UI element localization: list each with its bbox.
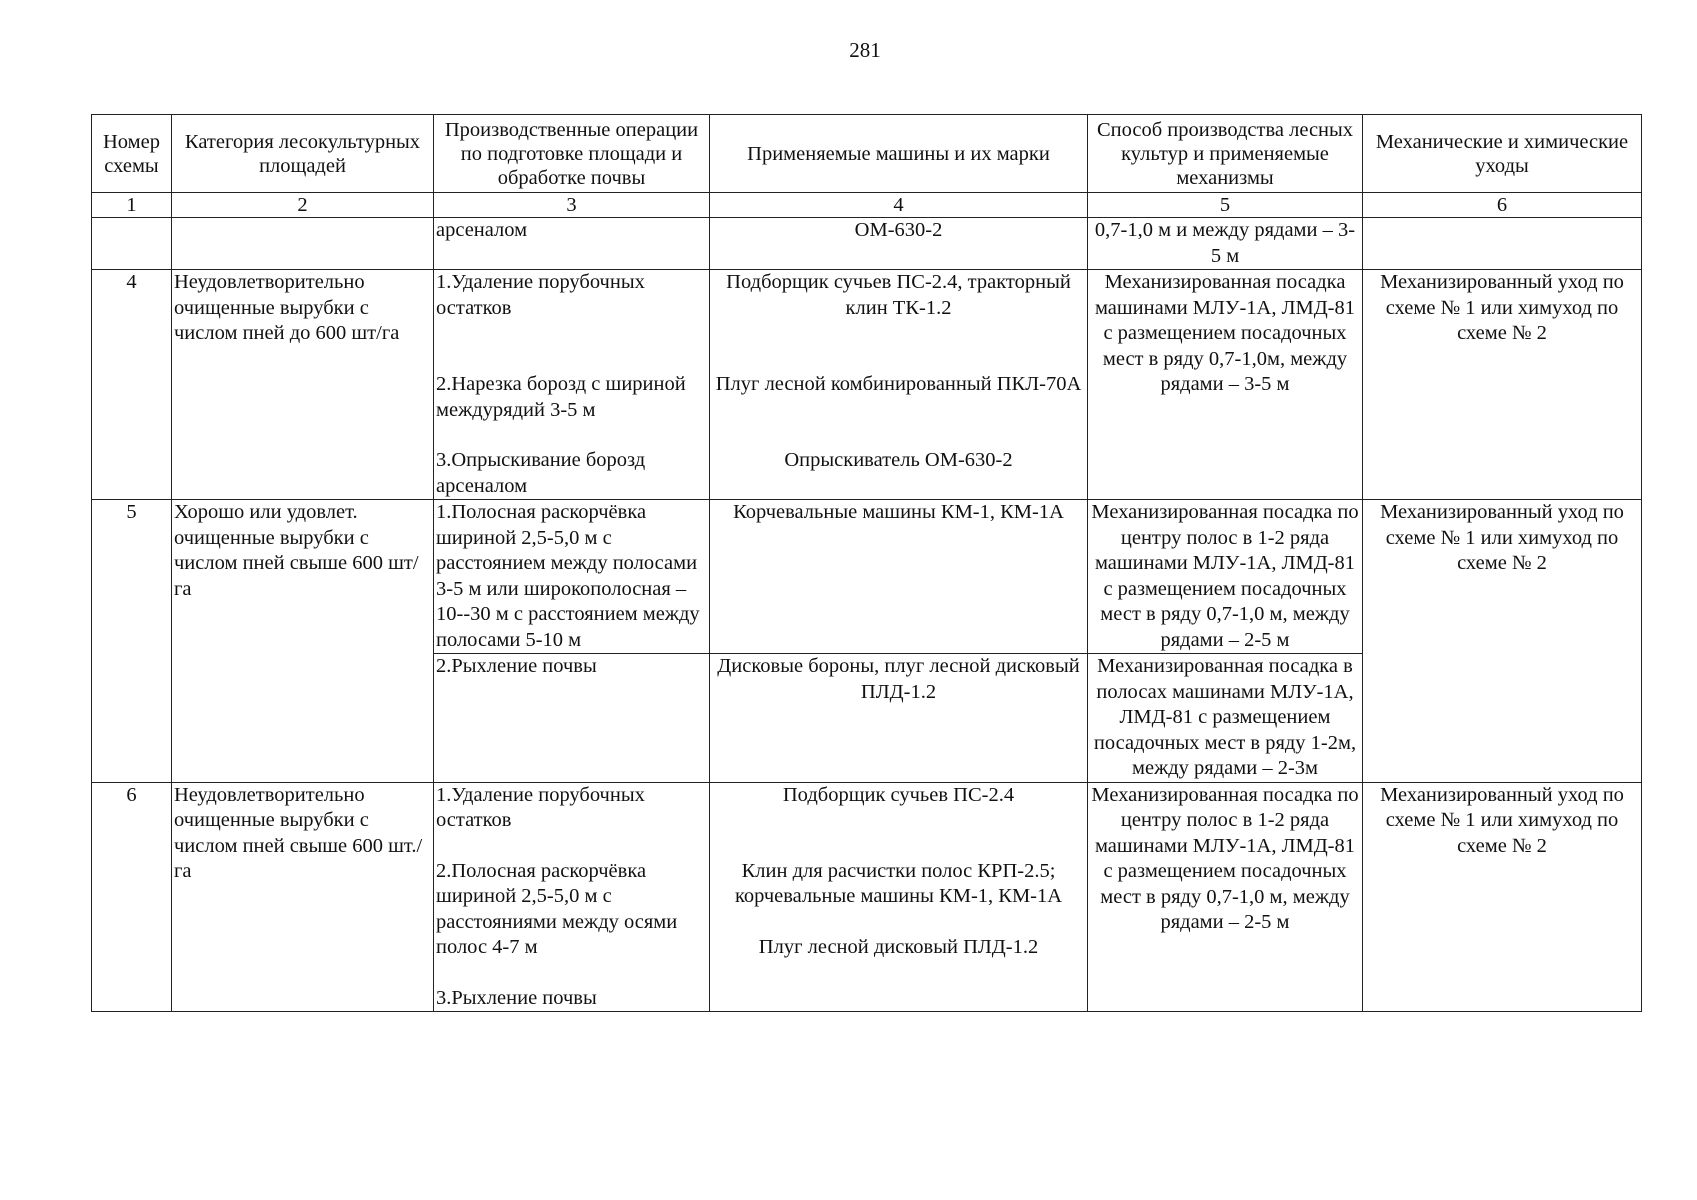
- machine-item: Клин для расчистки полос КРП-2.5; корчевальные машины КМ-1, КМ-1А: [734, 859, 1063, 907]
- machines-cell: [710, 270, 1088, 500]
- column-number: 5: [1088, 193, 1363, 218]
- method-cell: Механизированная посадка по центру полос в 1-2 ряда машинами МЛУ-1А, ЛМД-81 с размещением посадочных мест в ряду 0,7-1,0 м, между рядами – 2-5 м: [1088, 500, 1363, 654]
- method-cell: 0,7-1,0 м и между рядами – 3-5 м: [1088, 218, 1363, 270]
- machines-cell: [710, 782, 1088, 1012]
- machines-cell: ОМ-630-2: [710, 218, 1088, 270]
- category-cell: [172, 218, 434, 270]
- operations-cell: [434, 270, 710, 500]
- table-row: [92, 270, 1642, 500]
- column-number: 2: [172, 193, 434, 218]
- category-cell: Неудовлетворительно очищенные вырубки с числом пней до 600 шт/га: [172, 270, 434, 500]
- operations-cell: 1.Полосная раскорчёвка шириной 2,5-5,0 м с расстоянием между полосами 3-5 м или широкополосная – 10--30 м с расстоянием между полосами 5-10 м: [434, 500, 710, 654]
- care-cell: Механизированный уход по схеме № 1 или химуход по схеме № 2: [1363, 782, 1642, 1012]
- machine-item: Опрыскиватель ОМ-630-2: [784, 449, 1013, 471]
- operation-item: 3.Опрыскивание борозд арсеналом: [436, 449, 646, 497]
- operation-item: 2.Нарезка борозд с шириной междурядий 3-5 м: [436, 373, 686, 421]
- column-number: 3: [434, 193, 710, 218]
- header-machines: Применяемые машины и их марки: [710, 115, 1088, 193]
- operation-item: 1.Удаление порубочных остатков: [436, 783, 645, 831]
- table-row: [92, 500, 1642, 654]
- machine-item: Плуг лесной комбинированный ПКЛ-70А: [715, 373, 1082, 395]
- page-number: 281: [849, 38, 881, 62]
- operation-item: 3.Рыхление почвы: [436, 986, 597, 1009]
- method-cell: Механизированная посадка машинами МЛУ-1А, ЛМД-81 с размещением посадочных мест в ряду 0,7-1,0м, между рядами – 3-5 м: [1088, 270, 1363, 500]
- machine-item: Плуг лесной дисковый ПЛД-1.2: [758, 935, 1039, 958]
- operation-item: 1.Удаление порубочных остатков: [436, 271, 645, 319]
- column-number: 6: [1363, 193, 1642, 218]
- header-row: [92, 115, 1642, 193]
- header-care: Механические и химические уходы: [1363, 115, 1642, 193]
- header-area-category: Категория лесокультурных площадей: [172, 115, 434, 193]
- forest-culture-schemes-table: [91, 114, 1642, 1012]
- column-number: 4: [710, 193, 1088, 218]
- column-number-row: [92, 193, 1642, 218]
- header-production-method: Способ производства лесных культур и применяемые механизмы: [1088, 115, 1363, 193]
- header-scheme-number: Номер схемы: [92, 115, 172, 193]
- method-cell: Механизированная посадка в полосах машинами МЛУ-1А, ЛМД-81 с размещением посадочных мест в ряду 1-2м, между рядами – 2-3м: [1088, 654, 1363, 783]
- method-cell: Механизированная посадка по центру полос в 1-2 ряда машинами МЛУ-1А, ЛМД-81 с размещением посадочных мест в ряду 0,7-1,0 м, между рядами – 2-5 м: [1088, 782, 1363, 1012]
- machines-cell: Корчевальные машины КМ-1, КМ-1А: [710, 500, 1088, 654]
- scheme-number-cell: [92, 218, 172, 270]
- scheme-number-cell: 5: [92, 500, 172, 783]
- care-cell: [1363, 218, 1642, 270]
- category-cell: Хорошо или удовлет. очищенные вырубки с числом пней свыше 600 шт/га: [172, 500, 434, 783]
- table-row: [92, 782, 1642, 1012]
- operations-cell: [434, 782, 710, 1012]
- column-number: 1: [92, 193, 172, 218]
- scheme-number-cell: 6: [92, 782, 172, 1012]
- category-cell: Неудовлетворительно очищенные вырубки с числом пней свыше 600 шт./га: [172, 782, 434, 1012]
- operations-cell: арсеналом: [434, 218, 710, 270]
- machine-item: Подборщик сучьев ПС-2.4, тракторный клин ТК-1.2: [726, 271, 1071, 319]
- operation-item: 2.Полосная раскорчёвка шириной 2,5-5,0 м с расстояниями между осями полос 4-7 м: [436, 859, 678, 958]
- machine-item: Подборщик сучьев ПС-2.4: [782, 783, 1015, 806]
- care-cell: Механизированный уход по схеме № 1 или химуход по схеме № 2: [1363, 270, 1642, 500]
- operations-cell: 2.Рыхление почвы: [434, 654, 710, 783]
- table-row: [92, 218, 1642, 270]
- care-cell: Механизированный уход по схеме № 1 или химуход по схеме № 2: [1363, 500, 1642, 783]
- header-operations: Производственные операции по подготовке площади и обработке почвы: [434, 115, 710, 193]
- machines-cell: Дисковые бороны, плуг лесной дисковый ПЛД-1.2: [710, 654, 1088, 783]
- scheme-number-cell: 4: [92, 270, 172, 500]
